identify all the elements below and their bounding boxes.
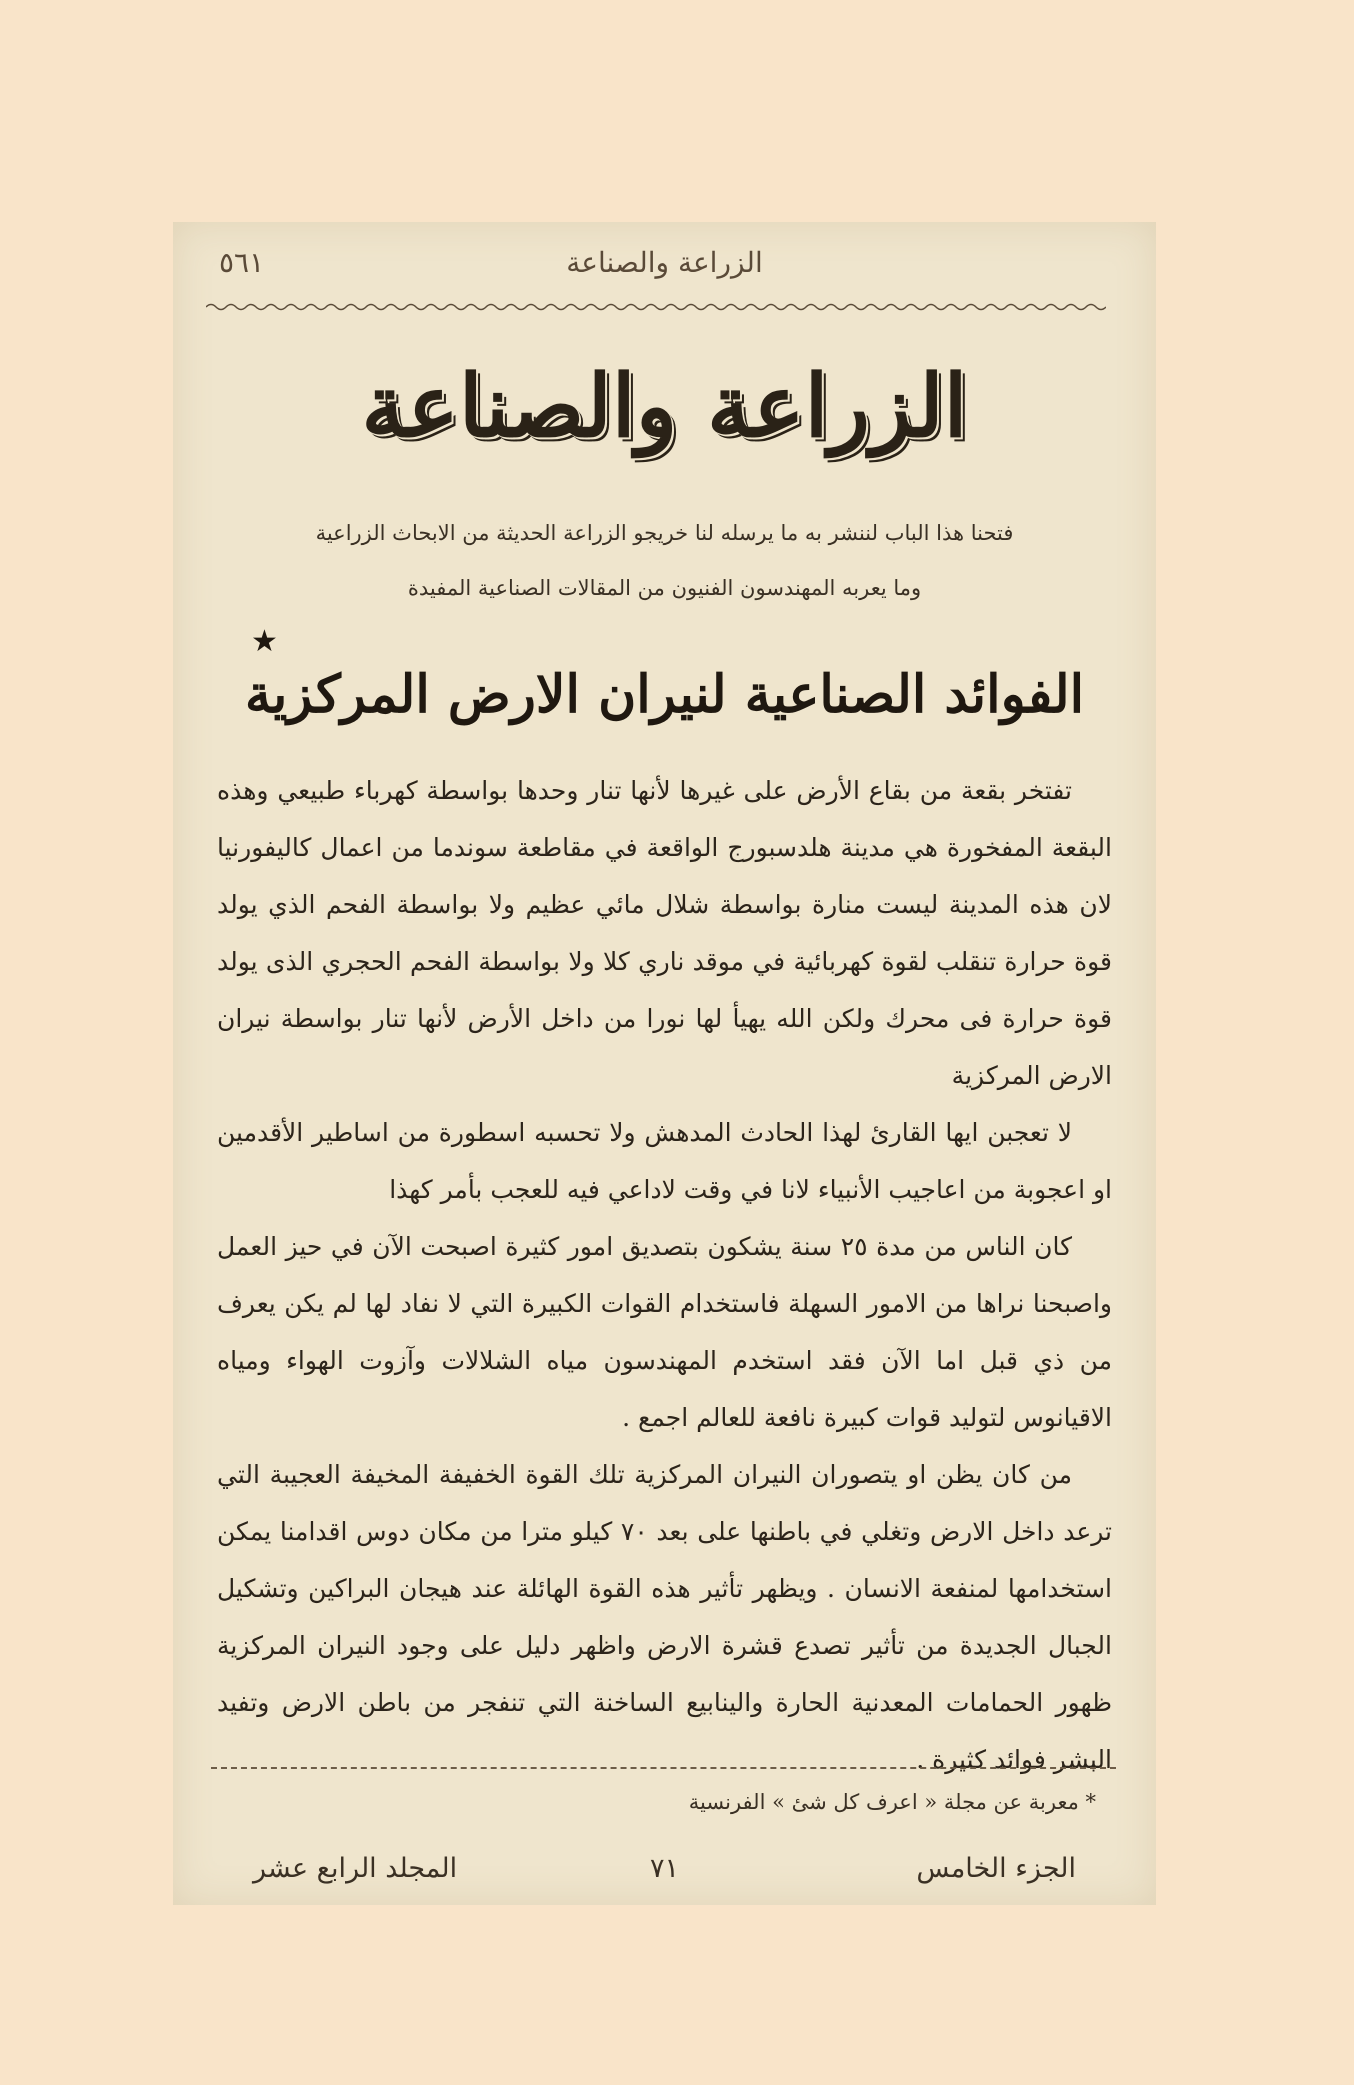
page-footer — [213, 1847, 1116, 1893]
running-head-page-number: ٥٦١ — [219, 246, 265, 279]
running-head — [213, 236, 1116, 286]
article-body — [217, 762, 1112, 1788]
footer-part: الجزء الخامس — [916, 1853, 1076, 1884]
article-paragraph: لا تعجبن ايها القارئ لهذا الحادث المدهش ولا تحسبه اسطورة من اساطير الأقدمين او اعجوبة من اعاجيب الأنبياء لانا في وقت لاداعي فيه للعجب بأمر كهذا — [217, 1118, 1112, 1204]
footnote: * معربة عن مجلة « اعرف كل شئ » الفرنسية — [688, 1790, 1096, 1814]
running-head-title: الزراعة والصناعة — [566, 246, 763, 279]
footnote-divider — [211, 1767, 1116, 1769]
magazine-page — [173, 222, 1156, 1905]
article-title: الفوائد الصناعية لنيران الارض المركزية — [244, 664, 1085, 725]
section-intro — [248, 506, 1081, 616]
article-paragraph: تفتخر بقعة من بقاع الأرض على غيرها لأنها تنار وحدها بواسطة كهرباء طبيعي وهذه البقعة المفخورة هي مدينة هلدسبورج الواقعة في مقاطعة سوندما من اعمال كاليفورنيا لان هذه المدينة ليست منارة بواسطة شلال مائي عظيم ولا بواسطة الفحم الذي يولد قوة حرارة تنقلب لقوة كهربائية في موقد ناري كلا ولا بواسطة الفحم الحجري الذى يولد قوة حرارة فى محرك ولكن الله يهيأ لها نورا من داخل الأرض لأنها تنار بواسطة نيران الارض المركزية — [217, 776, 1112, 1090]
footer-page-number: ٧١ — [649, 1853, 679, 1884]
footnote-star-mark: ★ — [251, 624, 278, 659]
article-paragraph: من كان يظن او يتصوران النيران المركزية تلك القوة الخفيفة المخيفة العجيبة التي ترعد داخل الارض وتغلي في باطنها على بعد ٧٠ كيلو مترا من مكان دوس اقدامنا يمكن استخدامها لمنفعة الانسان . ويظهر تأثير هذه القوة الهائلة عند هيجان البراكين وتشكيل الجبال الجديدة من تأثير تصدع قشرة الارض واظهر دليل على وجود النيران المركزية ظهور الحمامات المعدنية الحارة والينابيع الساخنة التي تنفجر من باطن الارض وتفيد البشر فوائد كثيرة . — [217, 1460, 1112, 1774]
footer-volume: المجلد الرابع عشر — [253, 1853, 458, 1884]
section-heading: الزراعة والصناعة — [361, 356, 968, 457]
intro-line-2: وما يعربه المهندسون الفنيون من المقالات الصناعية المفيدة — [407, 576, 922, 600]
wavy-rule — [206, 302, 1106, 312]
intro-line-1: فتحنا هذا الباب لننشر به ما يرسله لنا خريجو الزراعة الحديثة من الابحاث الزراعية — [315, 521, 1014, 545]
article-paragraph: كان الناس من مدة ٢٥ سنة يشكون بتصديق امور كثيرة اصبحت الآن في حيز العمل واصبحنا نراها من الامور السهلة فاستخدام القوات الكبيرة التي لا نفاد لها لم يكن يعرف من ذي قبل اما الآن فقد استخدم المهندسون مياه الشلالات وآزوت الهواء ومياه الاقيانوس لتوليد قوات كبيرة نافعة للعالم اجمع . — [217, 1232, 1112, 1432]
